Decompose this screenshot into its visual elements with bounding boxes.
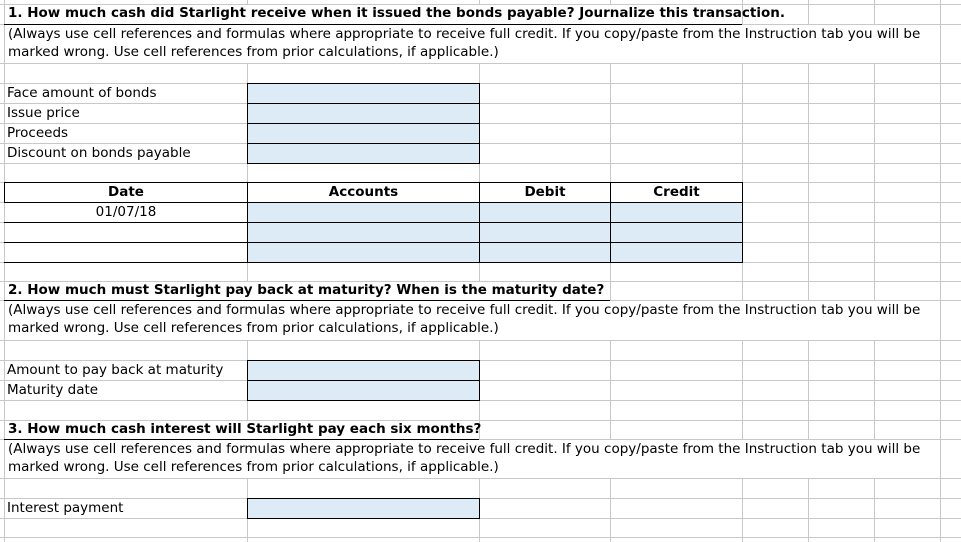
amount-maturity-input[interactable] — [247, 360, 480, 381]
label-proceeds: Proceeds — [7, 125, 69, 141]
label-interest-payment: Interest payment — [7, 500, 124, 516]
journal-credit-3[interactable] — [610, 242, 743, 263]
journal-credit-1[interactable] — [610, 202, 743, 223]
journal-debit-1[interactable] — [479, 202, 611, 223]
journal-header-accounts: Accounts — [247, 182, 480, 203]
journal-header-credit: Credit — [610, 182, 743, 203]
journal-header-debit: Debit — [479, 182, 611, 203]
q2-instruction: (Always use cell references and formulas where appropriate to receive full credit. If you copy/paste from the Instruction tab you will be marked wrong. Use cell references from prior calculations, if applicable.) — [8, 302, 921, 336]
issue-price-input[interactable] — [247, 103, 480, 124]
journal-debit-3[interactable] — [479, 242, 611, 263]
label-discount: Discount on bonds payable — [7, 145, 191, 161]
journal-account-1[interactable] — [247, 202, 480, 223]
q3-instruction: (Always use cell references and formulas where appropriate to receive full credit. If you copy/paste from the Instruction tab you will be marked wrong. Use cell references from prior calculations, if applicable.) — [8, 441, 921, 475]
q2-question: 2. How much must Starlight pay back at maturity? When is the maturity date? — [8, 282, 605, 298]
label-amount-maturity: Amount to pay back at maturity — [7, 362, 224, 378]
maturity-date-input[interactable] — [247, 380, 480, 401]
journal-date: 01/07/18 — [95, 204, 157, 220]
proceeds-input[interactable] — [247, 123, 480, 144]
journal-debit-2[interactable] — [479, 222, 611, 243]
q1-question: 1. How much cash did Starlight receive when it issued the bonds payable? Journalize this transaction. — [8, 5, 785, 21]
label-face-amount: Face amount of bonds — [7, 85, 157, 101]
face-amount-input[interactable] — [247, 83, 480, 104]
interest-payment-input[interactable] — [247, 498, 480, 519]
label-issue-price: Issue price — [7, 105, 80, 121]
journal-header-date: Date — [4, 182, 248, 203]
journal-credit-2[interactable] — [610, 222, 743, 243]
q1-instruction: (Always use cell references and formulas where appropriate to receive full credit. If you copy/paste from the Instruction tab you will be marked wrong. Use cell references from prior calculations, if applicable.) — [8, 26, 921, 60]
label-maturity-date: Maturity date — [7, 382, 99, 398]
discount-input[interactable] — [247, 143, 480, 164]
q3-question: 3. How much cash interest will Starlight pay each six months? — [8, 421, 482, 437]
journal-account-2[interactable] — [247, 222, 480, 243]
journal-account-3[interactable] — [247, 242, 480, 263]
